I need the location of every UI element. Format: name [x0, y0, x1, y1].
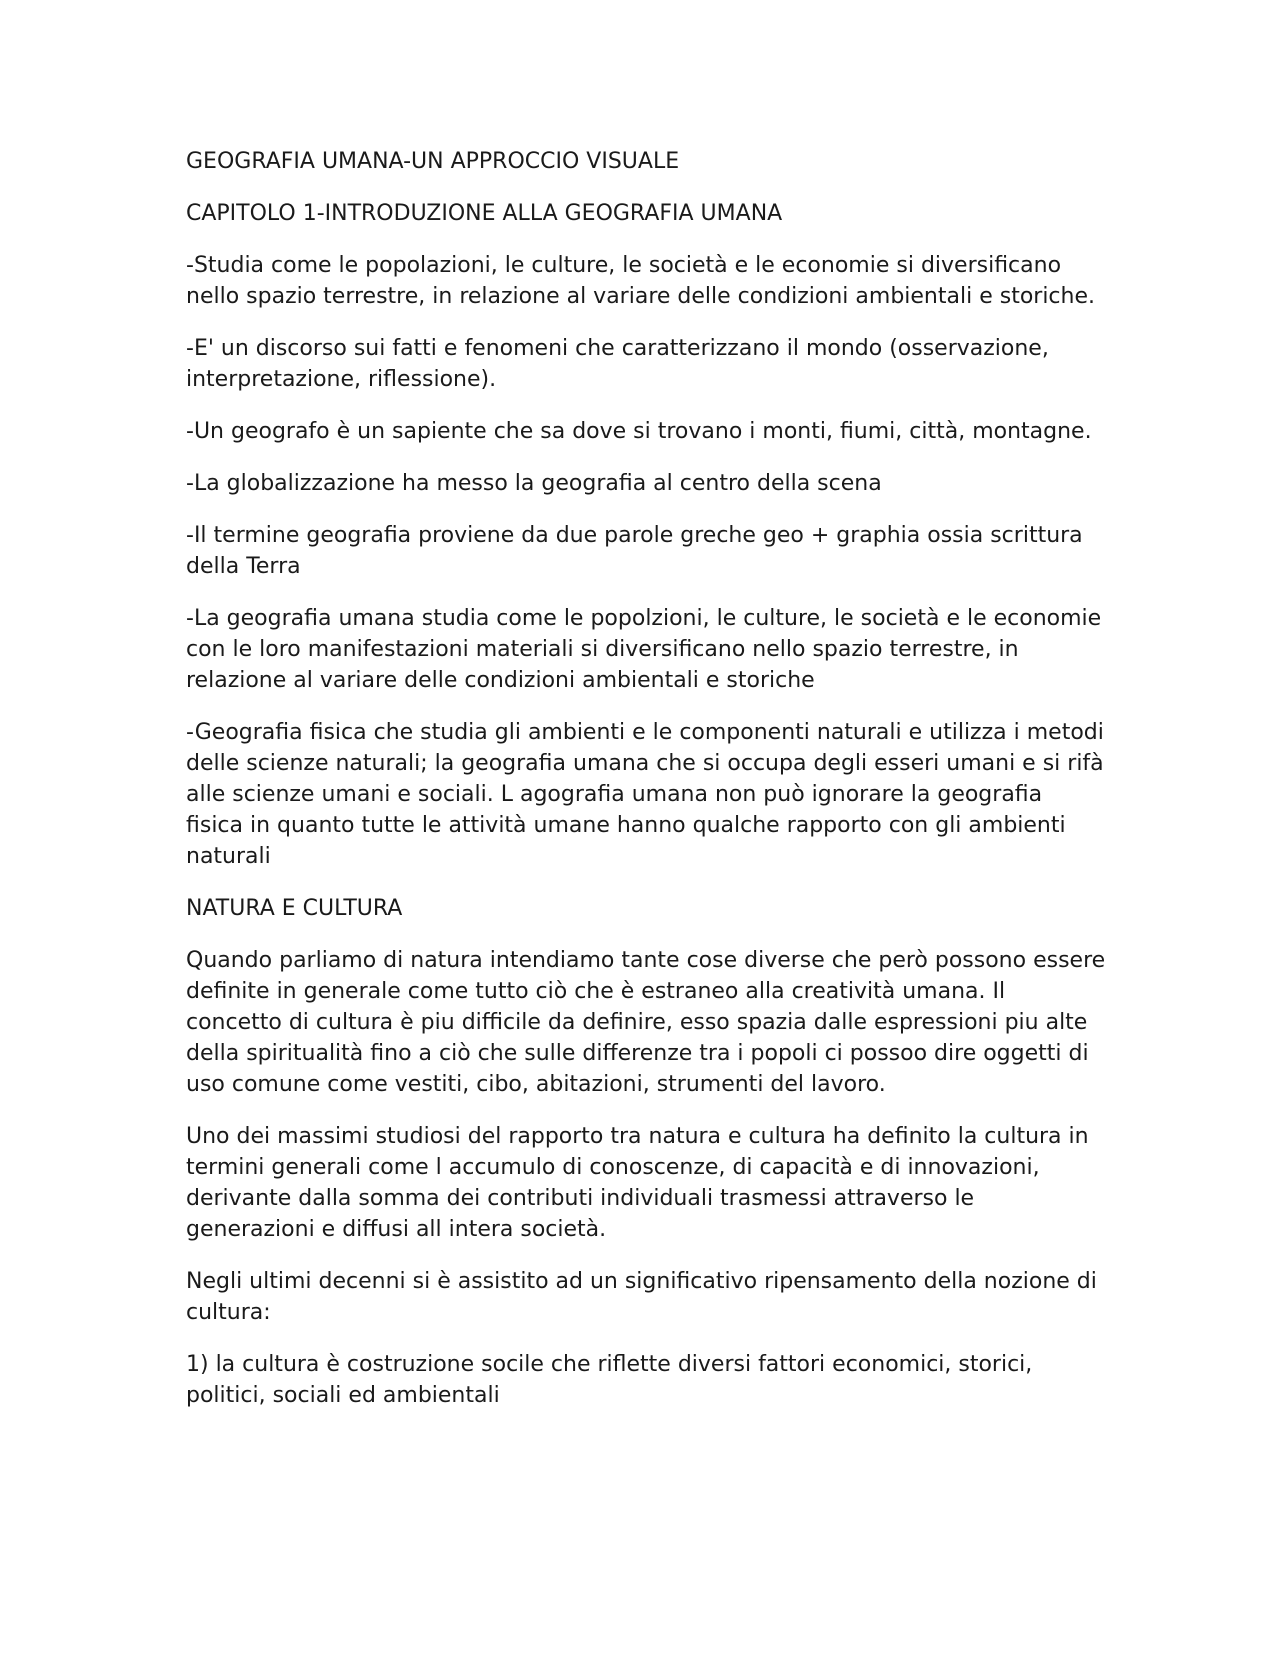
intro-paragraph: -Geografia fisica che studia gli ambienti e le componenti naturali e utilizza i metodi delle scienze naturali; la geografia umana che si occupa degli esseri umani e si rifà alle scienze umani e sociali. L agografia umana non può ignorare la geografia fisica in quanto tutte le attività umane hanno qualche rapporto con gli ambienti naturali	[186, 720, 1104, 869]
numbered-paragraph: 1) la cultura è costruzione socile che riflette diversi fattori economici, storici, politici, sociali ed ambientali	[186, 1352, 1033, 1408]
intro-paragraph: -La globalizzazione ha messo la geografia al centro della scena	[186, 471, 882, 496]
section-paragraph: Negli ultimi decenni si è assistito ad un significativo ripensamento della nozione di cultura:	[186, 1269, 1097, 1325]
intro-paragraph: -Un geografo è un sapiente che sa dove si trovano i monti, fiumi, città, montagne.	[186, 419, 1092, 444]
section-heading: NATURA E CULTURA	[186, 896, 403, 921]
section-paragraph: Uno dei massimi studiosi del rapporto tra natura e cultura ha definito la cultura in termini generali come l accumulo di conoscenze, di capacità e di innovazioni, derivante dalla somma dei contributi individuali trasmessi attraverso le generazioni e diffusi all intera società.	[186, 1124, 1089, 1242]
section-paragraph: Quando parliamo di natura intendiamo tante cose diverse che però possono essere definite in generale come tutto ciò che è estraneo alla creatività umana. Il concetto di cultura è piu difficile da definire, esso spazia dalle espressioni piu alte della spiritualità fino a ciò che sulle differenze tra i popoli ci possoo dire oggetti di uso comune come vestiti, cibo, abitazioni, strumenti del lavoro.	[186, 948, 1106, 1097]
intro-paragraph: -Il termine geografia proviene da due parole greche geo + graphia ossia scrittura della Terra	[186, 523, 1083, 579]
document-page	[186, 146, 1106, 1432]
intro-paragraph: -Studia come le popolazioni, le culture, le società e le economie si diversificano nello spazio terrestre, in relazione al variare delle condizioni ambientali e storiche.	[186, 253, 1096, 309]
document-title: GEOGRAFIA UMANA-UN APPROCCIO VISUALE	[186, 149, 680, 174]
intro-paragraph: -E' un discorso sui fatti e fenomeni che caratterizzano il mondo (osservazione, interpretazione, riflessione).	[186, 336, 1049, 392]
chapter-heading: CAPITOLO 1-INTRODUZIONE ALLA GEOGRAFIA UMANA	[186, 201, 783, 226]
intro-paragraph: -La geografia umana studia come le popolzioni, le culture, le società e le economie con le loro manifestazioni materiali si diversificano nello spazio terrestre, in relazione al variare delle condizioni ambientali e storiche	[186, 606, 1102, 693]
